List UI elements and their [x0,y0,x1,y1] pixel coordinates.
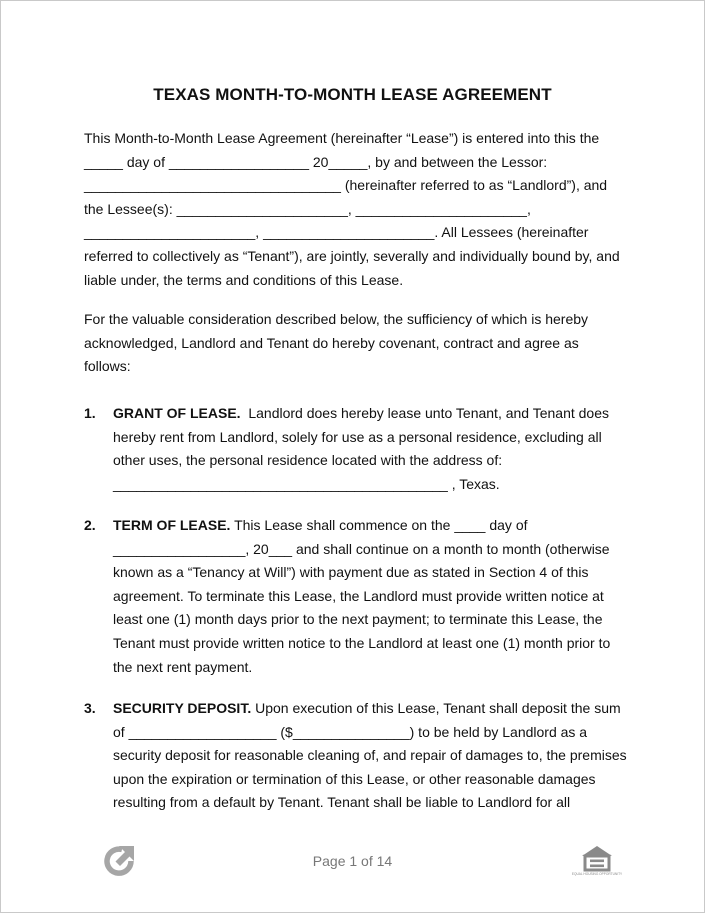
section-line: Tenant must provide written notice to the Landlord at least one (1) month prior to [113,634,611,651]
section-2-term-of-lease [113,514,625,679]
section-line: least one (1) month days prior to the next payment; to terminate this Lease, the [113,611,603,628]
section-line: agreement. To terminate this Lease, the Landlord must provide written notice at [113,587,604,604]
section-line: resulting from a default by Tenant. Tenant shall be liable to Landlord for all [113,794,571,811]
intro-line: This Month-to-Month Lease Agreement (hereinafter “Lease”) is entered into this the [84,130,600,146]
section-heading: GRANT OF LEASE. [113,405,241,421]
section-3-number: 3. [84,700,96,716]
section-heading: SECURITY DEPOSIT. [113,700,252,716]
section-line: Landlord does hereby lease unto Tenant, and Tenant does [240,405,609,421]
section-3-security-deposit [113,697,625,815]
page-number: Page 1 of 14 [312,853,393,869]
intro-line: referred to collectively as “Tenant”), are jointly, severally and individually bound by, and [84,247,620,264]
section-heading: TERM OF LEASE. [113,517,231,533]
section-line: other uses, the personal residence located with the address of: [113,452,503,469]
section-2-number: 2. [84,517,96,533]
section-1-number: 1. [84,405,96,421]
section-line: security deposit for reasonable cleaning of, and repair of damages to, the premises [113,747,627,764]
intro-line: the Lessee(s): ______________________, ______________________, [84,200,531,217]
section-line: This Lease shall commence on the ____ day of [230,517,528,533]
consideration-line: acknowledged, Landlord and Tenant do hereby covenant, contract and agree as [84,334,579,351]
section-line: of ___________________ ($_______________) to be held by Landlord as a [113,723,588,740]
document-title: TEXAS MONTH-TO-MONTH LEASE AGREEMENT [153,85,552,104]
intro-line: ______________________, ______________________. All Lessees (hereinafter [84,224,589,241]
consideration-line: For the valuable consideration described below, the sufficiency of which is hereby [84,311,589,327]
intro-line: _________________________________ (hereinafter referred to as “Landlord”), and [84,177,608,194]
section-line: ___________________________________________ , Texas. [113,475,500,492]
intro-line: liable under, the terms and conditions of this Lease. [84,271,404,288]
consideration-paragraph [84,308,624,379]
section-line: known as a “Tenancy at Will”) with payment due as stated in Section 4 of this [113,564,589,581]
equal-housing-text: EQUAL HOUSING OPPORTUNITY [571,872,623,876]
intro-paragraph [84,127,624,292]
section-line: the next rent payment. [113,658,253,675]
section-line: upon the expiration or termination of this Lease, or other reasonable damages [113,770,596,787]
section-1-grant-of-lease [113,402,625,496]
intro-line: _____ day of __________________ 20_____, by and between the Lessor: [84,153,548,170]
section-line: Upon execution of this Lease, Tenant shall deposit the sum [251,700,621,716]
section-line: hereby rent from Landlord, solely for use as a personal residence, excluding all [113,428,602,445]
equal-housing-opportunity-icon [571,844,623,885]
section-line: _________________, 20___ and shall continue on a month to month (otherwise [113,540,610,557]
consideration-line: follows: [84,358,131,375]
